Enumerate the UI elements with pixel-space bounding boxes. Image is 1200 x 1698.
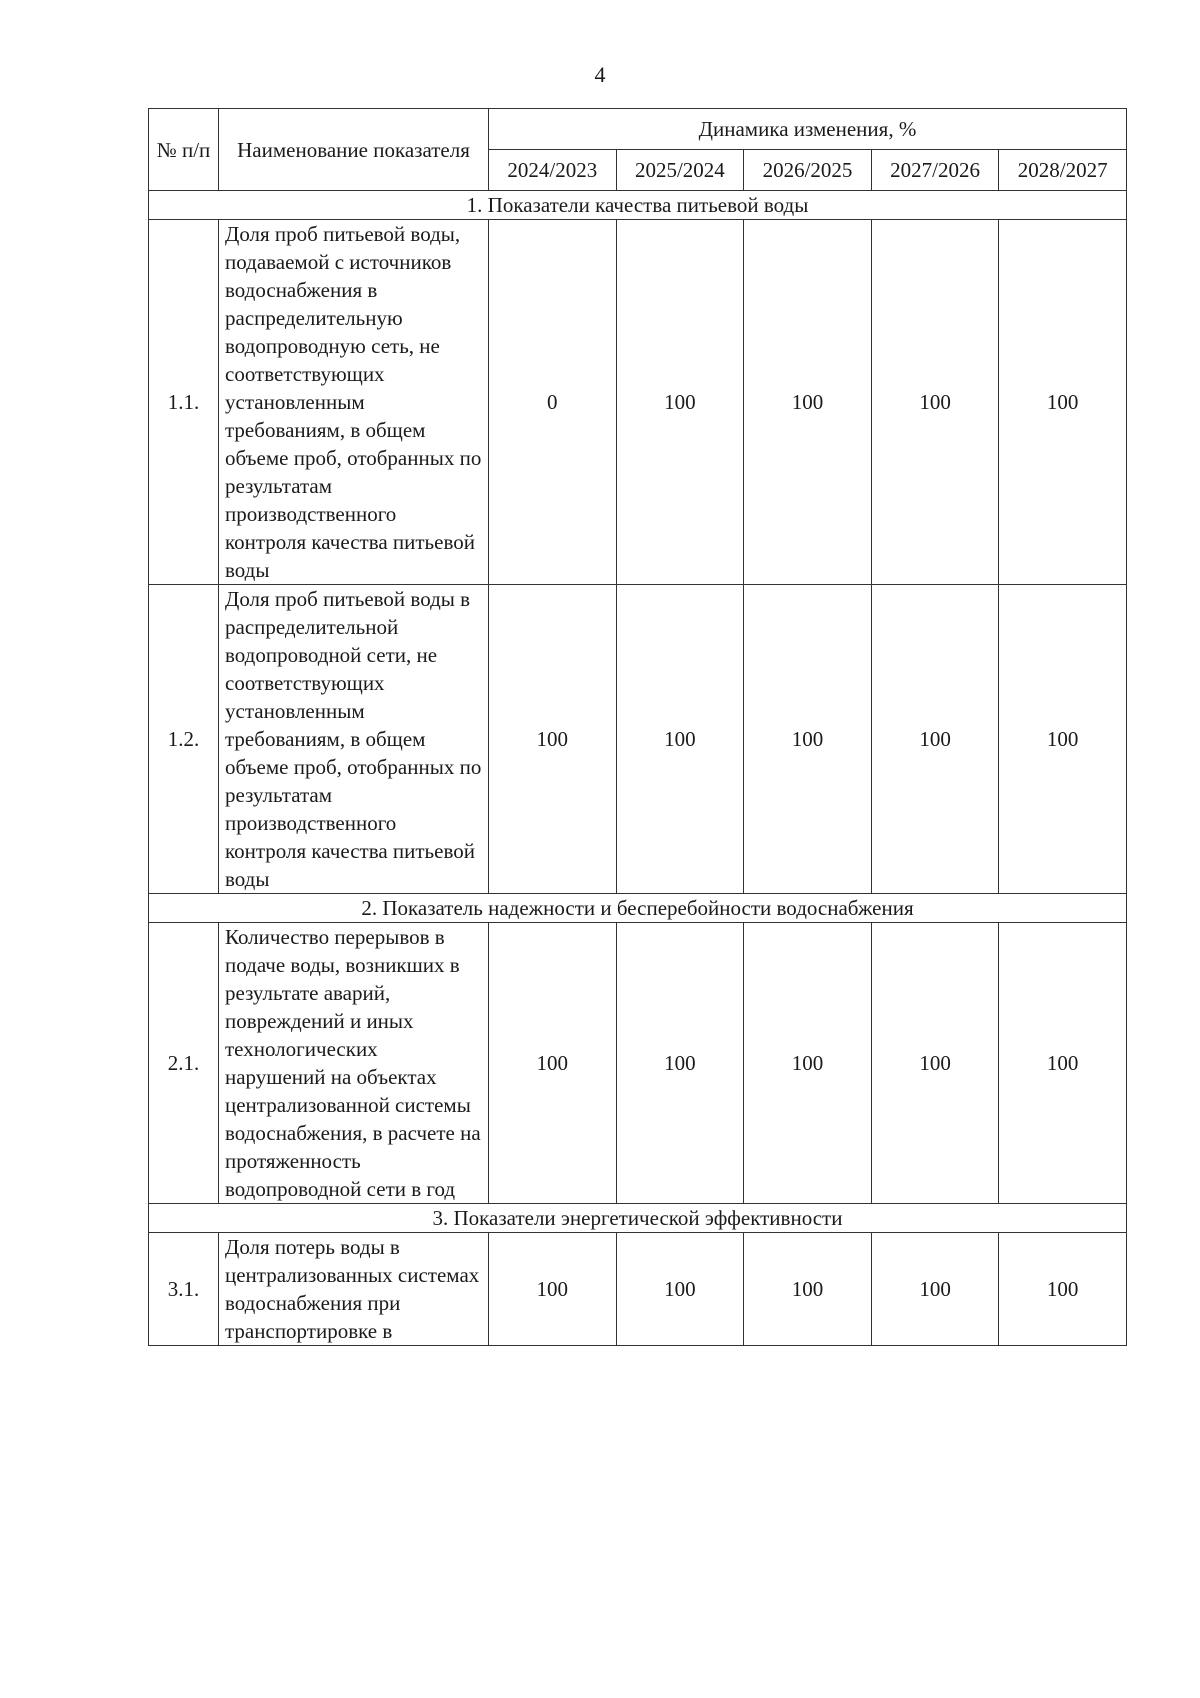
row-number: 1.1. (149, 220, 219, 585)
indicator-value: 100 (744, 923, 872, 1204)
indicator-value: 100 (871, 1233, 999, 1346)
indicator-value: 100 (616, 923, 744, 1204)
indicator-name: Доля проб питьевой воды, подаваемой с источников водоснабжения в распределительную водопроводную сеть, не соответствующих установленным требованиям, в общем объеме проб, отобранных по результатам производственного контроля качества питьевой воды (219, 220, 489, 585)
indicator-value: 100 (489, 1233, 617, 1346)
indicator-value: 100 (616, 585, 744, 894)
indicator-name: Доля потерь воды в централизованных системах водоснабжения при транспортировке в (219, 1233, 489, 1346)
indicator-name: Количество перерывов в подаче воды, возникших в результате аварий, повреждений и иных технологических нарушений на объектах централизованной системы водоснабжения, в расчете на протяженность водопроводной сети в год (219, 923, 489, 1204)
indicator-value: 100 (744, 220, 872, 585)
header-year: 2028/2027 (999, 150, 1127, 191)
indicator-value: 100 (616, 1233, 744, 1346)
row-number: 3.1. (149, 1233, 219, 1346)
indicator-value: 100 (744, 585, 872, 894)
header-year: 2026/2025 (744, 150, 872, 191)
table-row (149, 220, 1127, 585)
section-title: 1. Показатели качества питьевой воды (149, 191, 1127, 220)
indicator-name: Доля проб питьевой воды в распределительной водопроводной сети, не соответствующих установленным требованиям, в общем объеме проб, отобранных по результатам производственного контроля качества питьевой воды (219, 585, 489, 894)
indicator-value: 100 (871, 220, 999, 585)
table-row (149, 923, 1127, 1204)
header-num: № п/п (149, 109, 219, 191)
table-row (149, 585, 1127, 894)
indicator-value: 100 (871, 585, 999, 894)
indicator-value: 100 (489, 585, 617, 894)
header-year: 2027/2026 (871, 150, 999, 191)
indicator-value: 100 (616, 220, 744, 585)
indicator-value: 100 (999, 1233, 1127, 1346)
indicator-value: 100 (744, 1233, 872, 1346)
row-number: 2.1. (149, 923, 219, 1204)
page-number: 4 (594, 62, 606, 87)
indicator-value: 100 (999, 923, 1127, 1204)
indicator-value: 0 (489, 220, 617, 585)
indicator-value: 100 (999, 220, 1127, 585)
header-dynamics: Динамика изменения, % (489, 109, 1127, 150)
section-title: 3. Показатели энергетической эффективности (149, 1204, 1127, 1233)
header-year: 2025/2024 (616, 150, 744, 191)
header-name: Наименование показателя (219, 109, 489, 191)
row-number: 1.2. (149, 585, 219, 894)
indicator-value: 100 (489, 923, 617, 1204)
indicator-value: 100 (871, 923, 999, 1204)
indicators-table (148, 108, 1127, 1346)
header-year: 2024/2023 (489, 150, 617, 191)
indicator-value: 100 (999, 585, 1127, 894)
section-title: 2. Показатель надежности и бесперебойности водоснабжения (149, 894, 1127, 923)
table-row (149, 1233, 1127, 1346)
